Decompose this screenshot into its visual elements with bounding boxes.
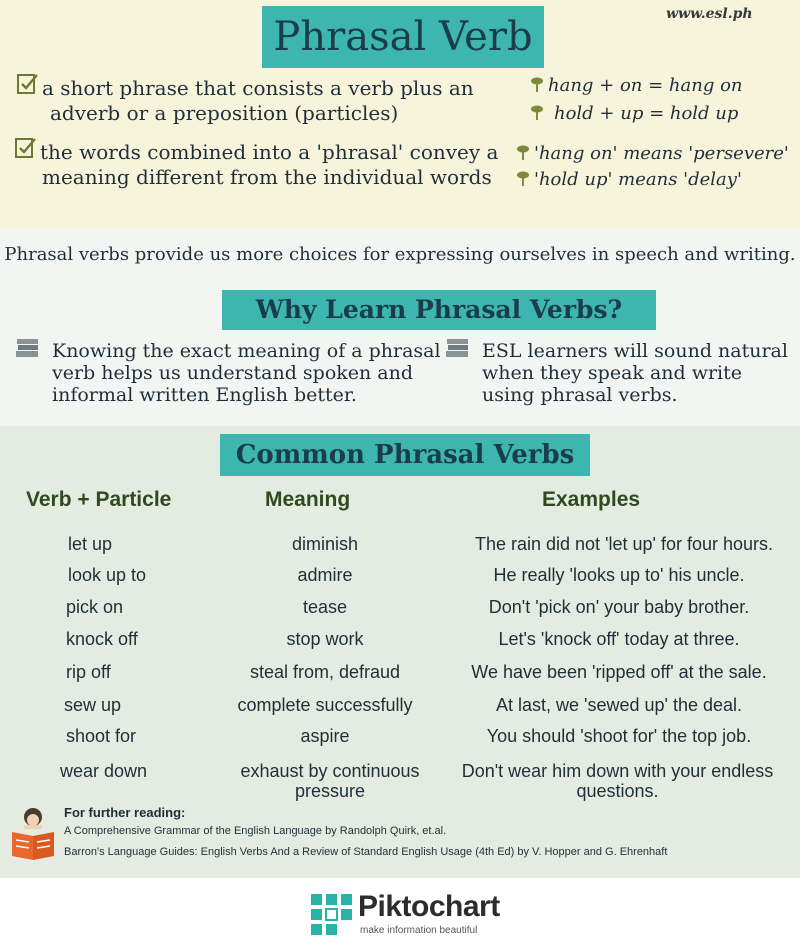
table-row (0, 629, 800, 661)
meaning-cell: aspire (300, 726, 350, 746)
definition-2-line1: the words combined into a 'phrasal' convey a (40, 140, 499, 164)
brand-name: Piktochart (358, 890, 500, 923)
meaning-cell: exhaust by continuous pressure (240, 761, 420, 801)
column-header-meaning: Meaning (265, 488, 351, 511)
table-row (0, 695, 800, 727)
table-row (0, 565, 800, 597)
checklist-icon (14, 136, 38, 160)
example-cell: Let's 'knock off' today at three. (498, 629, 740, 649)
definition-1-line2: adverb or a preposition (particles) (50, 101, 399, 125)
definition-1-line1: a short phrase that consists a verb plus an (42, 76, 474, 100)
books-icon (14, 336, 42, 360)
why-point-1 (52, 340, 441, 406)
why-point-2-line2: when they speak and write (482, 362, 743, 384)
books-icon (444, 336, 472, 360)
example-3-text: 'hang on' means 'persevere' (534, 143, 789, 164)
site-url: www.esl.ph (666, 6, 753, 22)
example-cell: The rain did not 'let up' for four hours. (474, 534, 774, 554)
example-cell: He really 'looks up to' his uncle. (493, 565, 745, 585)
example-cell: You should 'shoot for' the top job. (486, 726, 752, 746)
why-point-2-line3: using phrasal verbs. (482, 384, 678, 406)
why-point-2 (482, 340, 788, 406)
reference-item: A Comprehensive Grammar of the English Language by Randolph Quirk, et.al. (64, 825, 447, 837)
table-row (0, 662, 800, 694)
table-row (0, 597, 800, 629)
definition-2 (40, 140, 498, 190)
example-4 (516, 169, 742, 190)
meaning-cell: diminish (291, 534, 359, 554)
meaning-cell: steal from, defraud (249, 662, 401, 682)
example-cell: Don't wear him down with your endless questions. (461, 761, 774, 801)
meaning-cell: tease (302, 597, 348, 617)
definition-2-line2: meaning different from the individual words (42, 165, 492, 189)
verb-cell: sew up (64, 695, 122, 715)
why-point-1-line1: Knowing the exact meaning of a phrasal (52, 340, 441, 362)
verb-cell: look up to (68, 565, 147, 585)
why-point-1-line2: verb helps us understand spoken and (52, 362, 414, 384)
verb-cell: wear down (60, 761, 148, 781)
piktochart-logo-icon (311, 894, 353, 936)
example-2-text: hold + up = hold up (554, 103, 739, 124)
table-row (0, 726, 800, 758)
page-title: Phrasal Verb (262, 6, 544, 68)
verb-cell: rip off (66, 662, 111, 682)
example-1-text: hang + on = hang on (548, 75, 743, 96)
column-header-examples: Examples (542, 488, 641, 511)
why-point-2-line1: ESL learners will sound natural (482, 340, 788, 362)
further-reading-title: For further reading: (64, 805, 186, 820)
verb-cell: knock off (66, 629, 138, 649)
pushpin-icon (530, 105, 544, 121)
pushpin-icon (516, 171, 530, 187)
column-header-verb: Verb + Particle (26, 488, 172, 511)
verb-cell: let up (68, 534, 113, 554)
meaning-cell: admire (297, 565, 353, 585)
pushpin-icon (516, 145, 530, 161)
example-3 (516, 143, 789, 164)
intro-text: Phrasal verbs provide us more choices for expressing ourselves in speech and writing. (4, 244, 796, 265)
example-4-text: 'hold up' means 'delay' (534, 169, 742, 190)
example-cell: Don't 'pick on' your baby brother. (488, 597, 750, 617)
verb-cell: shoot for (66, 726, 137, 746)
definition-1 (42, 76, 474, 126)
meaning-cell: stop work (286, 629, 364, 649)
reader-icon (10, 806, 56, 862)
example-cell: At last, we 'sewed up' the deal. (495, 695, 742, 715)
table-row (0, 534, 800, 566)
checklist-icon (16, 72, 40, 96)
reference-item: Barron's Language Guides: English Verbs And a Review of Standard English Usage (4th Ed) by V. Hopper and G. Ehrenhaft (64, 846, 668, 858)
why-point-1-line3: informal written English better. (52, 384, 357, 406)
example-2 (530, 103, 738, 124)
meaning-cell: complete successfully (237, 695, 413, 715)
example-1 (530, 75, 743, 96)
verb-cell: pick on (66, 597, 124, 617)
example-cell: We have been 'ripped off' at the sale. (471, 662, 767, 682)
table-row (0, 761, 800, 805)
brand-tagline: make information beautiful (360, 925, 478, 936)
pushpin-icon (530, 77, 544, 93)
common-verbs-heading: Common Phrasal Verbs (220, 434, 590, 476)
why-heading: Why Learn Phrasal Verbs? (222, 290, 656, 330)
